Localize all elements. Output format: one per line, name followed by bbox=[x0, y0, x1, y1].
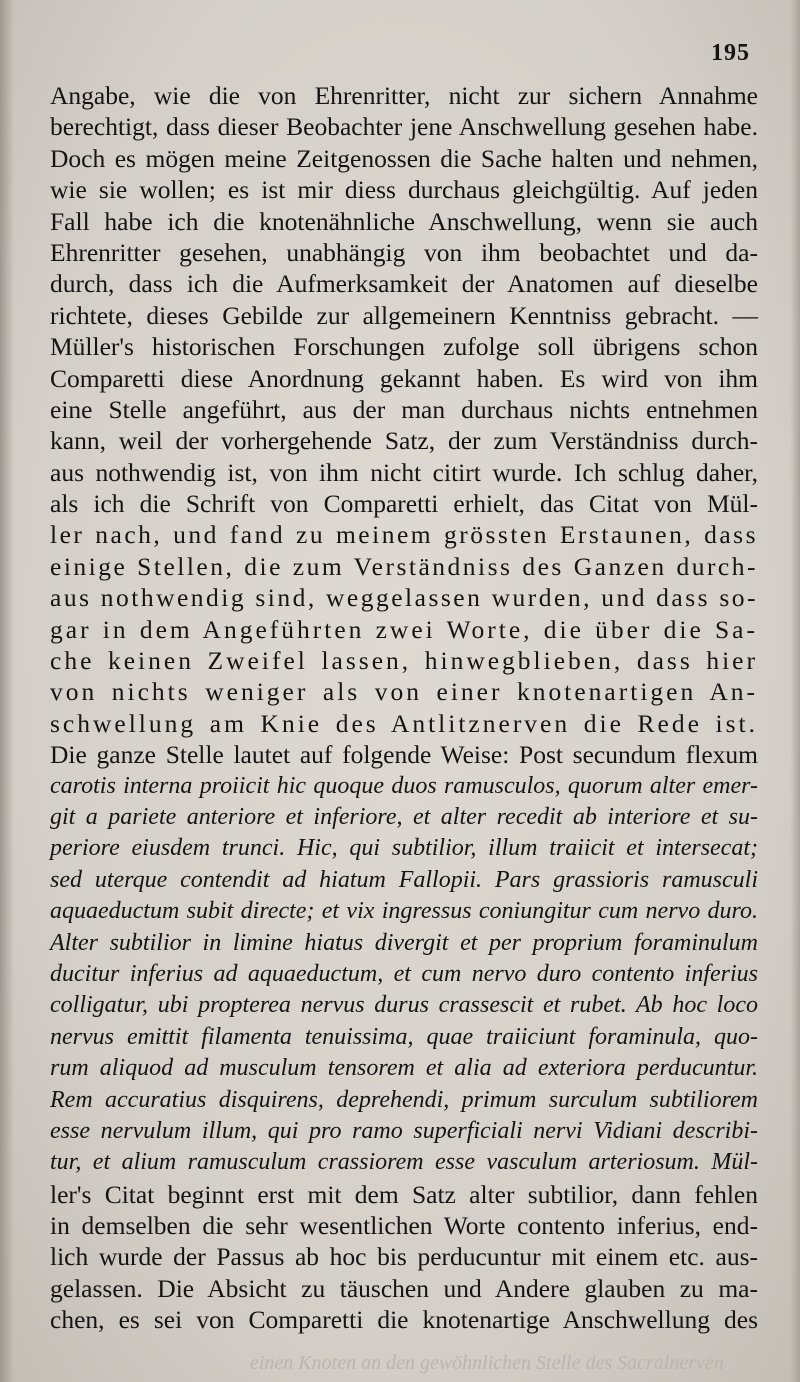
text-line: ler's Citat beginnt erst mit dem Satz alter subtilior, dann fehlen bbox=[50, 1179, 758, 1209]
latin-quote-line: Rem accuratius disquirens, deprehendi, primum surculum subtiliorem bbox=[50, 1086, 758, 1113]
text-line: Ehrenritter gesehen, unabhängig von ihm beobachtet und da- bbox=[50, 237, 758, 267]
latin-quote-line: periore eiusdem trunci. Hic, qui subtilior, illum traiicit et intersecat; bbox=[50, 835, 758, 862]
body-text bbox=[50, 80, 758, 1336]
latin-quote-line: tur, et alium ramusculum crassiorem esse vasculum arteriosum. Mül- bbox=[50, 1149, 758, 1176]
text-line: gelassen. Die Absicht zu täuschen und Andere glauben zu ma- bbox=[50, 1273, 758, 1303]
latin-quote-line: aquaeductum subit directe; et vix ingressus coniungitur cum nervo duro. bbox=[50, 898, 758, 925]
text-line: Angabe, wie die von Ehrenritter, nicht zur sichern Annahme bbox=[50, 81, 758, 110]
text-line: Comparetti diese Anordnung gekannt haben. Es wird von ihm bbox=[50, 363, 758, 393]
text-line: aus nothwendig ist, von ihm nicht citirt wurde. Ich schlug daher, bbox=[50, 457, 758, 487]
text-line: Fall habe ich die knotenähnliche Anschwellung, wenn sie auch bbox=[50, 206, 758, 236]
text-line: lich wurde der Passus ab hoc bis perducuntur mit einem etc. aus- bbox=[50, 1242, 758, 1272]
text-line: in demselben die sehr wesentlichen Worte contento inferius, end- bbox=[50, 1211, 758, 1241]
text-line: chen, es sei von Comparetti die knotenartige Anschwellung des bbox=[50, 1305, 758, 1335]
bleed-through-text: einen Knoten an den gewöhnlichen Stelle des Sacralnerven bbox=[250, 1352, 724, 1374]
latin-quote-line: nervus emittit filamenta tenuissima, quae traiiciunt foraminula, quo- bbox=[50, 1023, 758, 1050]
text-line: kann, weil der vorhergehende Satz, der zum Verständniss durch- bbox=[50, 426, 758, 456]
text-line: als ich die Schrift von Comparetti erhielt, das Citat von Mül- bbox=[50, 489, 758, 519]
latin-quote-line: carotis interna proiicit hic quoque duos ramusculos, quorum alter emer- bbox=[50, 772, 758, 799]
text-line-spaced: schwellung am Knie des Antlitznerven die Rede ist. bbox=[50, 708, 758, 738]
text-line: Die ganze Stelle lautet auf folgende Weise: Post secundum flexum bbox=[50, 740, 758, 770]
text-line-spaced: von nichts weniger als von einer knotenartigen An- bbox=[50, 677, 758, 707]
text-line: Müller's historischen Forschungen zufolge soll übrigens schon bbox=[50, 332, 758, 362]
text-line-spaced: che keinen Zweifel lassen, hinwegblieben, dass hier bbox=[50, 646, 758, 676]
latin-quote-line: git a pariete anteriore et inferiore, et alter recedit ab interiore et su- bbox=[50, 803, 758, 830]
text-line: eine Stelle angeführt, aus der man durchaus nichts entnehmen bbox=[50, 394, 758, 424]
page-left-shadow bbox=[0, 0, 14, 1382]
text-line-spaced: einige Stellen, die zum Verständniss des Ganzen durch- bbox=[50, 551, 758, 581]
latin-quote-line: rum aliquod ad musculum tensorem et alia ad exteriora perducuntur. bbox=[50, 1055, 758, 1082]
latin-quote-line: ducitur inferius ad aquaeductum, et cum nervo duro contento inferius bbox=[50, 960, 758, 987]
latin-quote-line: colligatur, ubi propterea nervus durus crassescit et rubet. Ab hoc loco bbox=[50, 992, 758, 1019]
latin-quote-line: Alter subtilior in limine hiatus divergit et per proprium foraminulum bbox=[50, 929, 758, 956]
text-line: berechtigt, dass dieser Beobachter jene Anschwellung gesehen habe. bbox=[50, 112, 758, 142]
text-line-spaced: gar in dem Angeführten zwei Worte, die über die Sa- bbox=[50, 614, 758, 644]
latin-quote-line: sed uterque contendit ad hiatum Fallopii. Pars grassioris ramusculi bbox=[50, 866, 758, 893]
text-line: richtete, dieses Gebilde zur allgemeinern Kenntniss gebracht. — bbox=[50, 300, 758, 330]
text-line: durch, dass ich die Aufmerksamkeit der Anatomen auf dieselbe bbox=[50, 269, 758, 299]
page-right-shadow bbox=[790, 0, 800, 1382]
page-number: 195 bbox=[711, 40, 750, 66]
text-line: wie sie wollen; es ist mir diess durchaus gleichgültig. Auf jeden bbox=[50, 175, 758, 205]
text-line-spaced: ler nach, und fand zu meinem grössten Erstaunen, dass bbox=[50, 520, 758, 550]
text-line-spaced: aus nothwendig sind, weggelassen wurden, und dass so- bbox=[50, 583, 758, 613]
text-line: Doch es mögen meine Zeitgenossen die Sache halten und nehmen, bbox=[50, 143, 758, 173]
latin-quote-line: esse nervulum illum, qui pro ramo superficiali nervi Vidiani describi- bbox=[50, 1117, 758, 1144]
